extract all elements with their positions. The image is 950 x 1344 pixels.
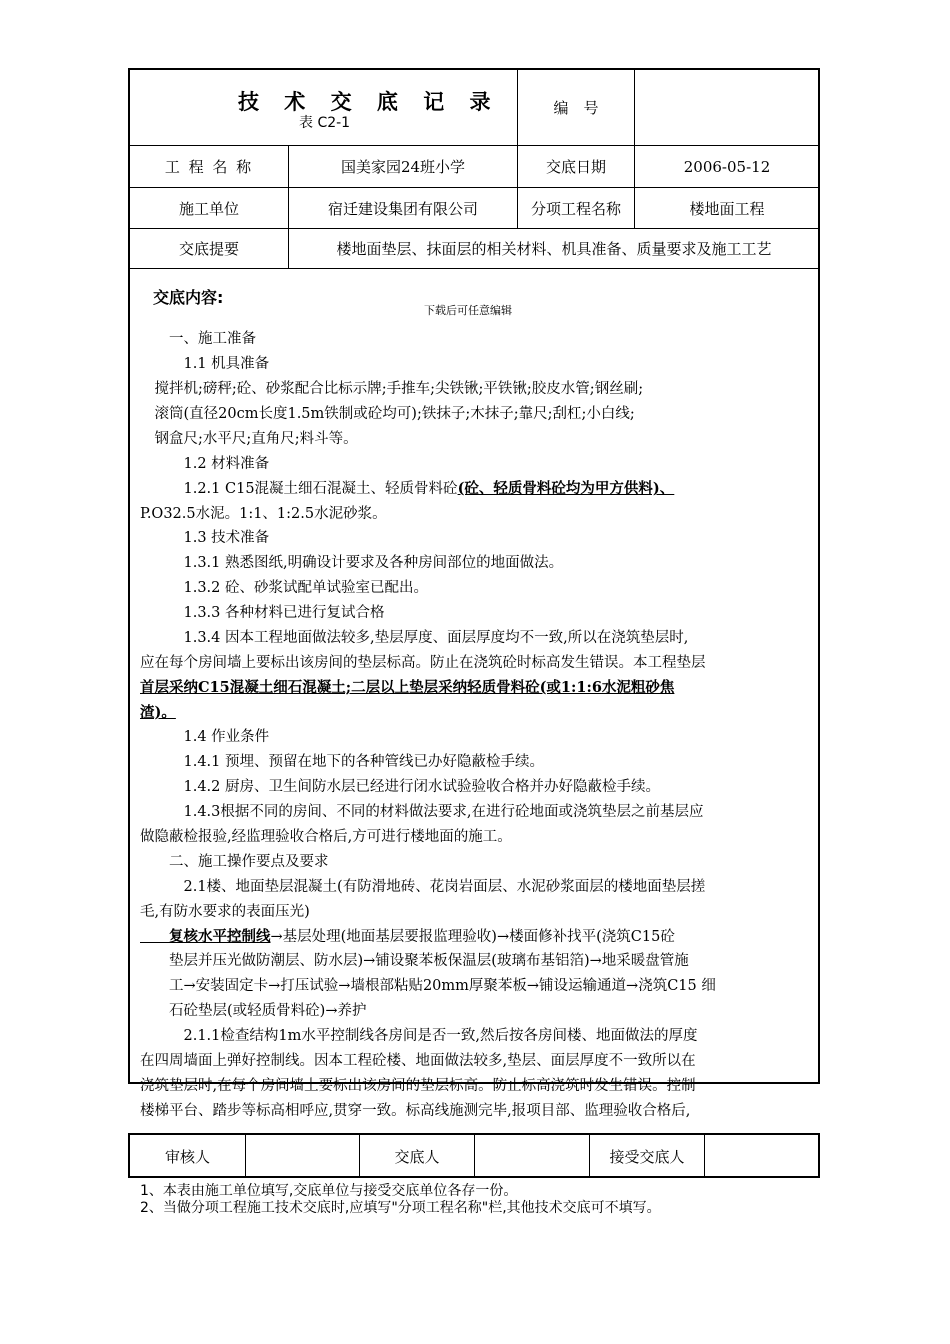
serial-value[interactable] — [635, 70, 819, 145]
content-line: 石砼垫层(或轻质骨料砼)→养护 — [140, 1003, 367, 1019]
reviewer-field[interactable] — [246, 1135, 359, 1177]
date-label: 交底日期 — [545, 158, 606, 176]
content-line: 1.3.2 砼、砂浆试配单试验室已配出。 — [140, 580, 429, 596]
form-code: 表 C2-1 — [299, 115, 351, 131]
content-line: 1.1 机具准备 — [140, 356, 270, 372]
content-line: 浇筑垫层时,在每个房间墙上要标出该房间的垫层标高。防止标高浇筑时发生错误。控制 — [140, 1078, 696, 1094]
footnote-2: 2、当做分项工程施工技术交底时,应填写"分项工程名称"栏,其他技术交底可不填写。 — [140, 1200, 661, 1216]
content-line: 滚筒(直径20cm长度1.5m铁制或砼均可);铁抹子;木抹子;靠尺;刮杠;小白线; — [140, 406, 635, 422]
content-line: 1.4.2 厨房、卫生间防水层已经进行闭水试验验收合格并办好隐蔽检手续。 — [140, 779, 661, 795]
content-line: P.O32.5水泥。1:1、1:2.5水泥砂浆。 — [140, 506, 387, 522]
summary-label: 交底提要 — [178, 240, 239, 258]
highlight-line: 首层采纳C15混凝土细石混凝土;二层以上垫层采纳轻质骨料砼(或1:1:6水泥粗砂焦 — [140, 679, 675, 696]
content-line: 钢盒尺;水平尺;直角尺;料斗等。 — [140, 431, 358, 447]
project-name-label: 工 程 名 称 — [164, 158, 254, 176]
content-line: 1.4 作业条件 — [140, 729, 270, 745]
highlight-text: (砼、轻质骨料砼均为甲方供料)、 — [457, 480, 675, 497]
content-line: 工→安装固定卡→打压试验→墙根部粘贴20mm厚聚苯板→铺设运输通道→浇筑C15 细 — [140, 978, 716, 994]
content-line: 做隐蔽检报验,经监理验收合格后,方可进行楼地面的施工。 — [140, 829, 512, 845]
content-label: 交底内容: — [153, 288, 224, 307]
content-line — [140, 927, 675, 947]
content-line: 1.3.4 因本工程地面做法较多,垫层厚度、面层厚度均不一致,所以在浇筑垫层时, — [140, 630, 689, 646]
content-line: 毛,有防水要求的表面压光) — [140, 904, 310, 920]
content-line: 1.3.3 各种材料已进行复试合格 — [140, 605, 385, 621]
discloser-label: 交底人 — [394, 1147, 440, 1166]
row-divider-4 — [129, 268, 819, 269]
content-line: 一、施工准备 — [140, 331, 256, 347]
highlight-line: 渣)。 — [140, 704, 176, 721]
receiver-label: 接受交底人 — [609, 1147, 685, 1166]
receiver-field[interactable] — [705, 1135, 818, 1177]
content-line: 在四周墙面上弹好控制线。因本工程砼楼、地面做法较多,垫层、面层厚度不一致所以在 — [140, 1053, 696, 1069]
content-text: →基层处理(地面基层要报监理验收)→楼面修补找平(浇筑C15砼 — [270, 929, 675, 945]
watermark-text: 下载后可任意编辑 — [424, 304, 512, 317]
content-line: 2.1.1检查结构1m水平控制线各房间是否一致,然后按各房间楼、地面做法的厚度 — [140, 1028, 698, 1044]
unit-label: 施工单位 — [178, 199, 239, 218]
footnote-1: 1、本表由施工单位填写,交底单位与接受交底单位各存一份。 — [140, 1183, 518, 1199]
content-line: 二、施工操作要点及要求 — [140, 854, 329, 870]
serial-label: 编 号 — [553, 99, 599, 117]
discloser-field[interactable] — [475, 1135, 589, 1177]
content-line: 垫层并压光做防潮层、防水层)→铺设聚苯板保温层(玻璃布基铝箔)→地采暖盘管施 — [140, 953, 689, 969]
unit-value[interactable]: 宿迁建设集团有限公司 — [327, 199, 478, 218]
content-line: 1.2 材料准备 — [140, 456, 270, 472]
date-value[interactable]: 2006-05-12 — [683, 157, 771, 176]
content-line: 楼梯平台、踏步等标高相呼应,贯穿一致。标高线施测完毕,报项目部、监理验收合格后, — [140, 1103, 691, 1119]
form-title: 技 术 交 底 记 录 — [238, 90, 500, 114]
content-line: 应在每个房间墙上要标出该房间的垫层标高。防止在浇筑砼时标高发生错误。本工程垫层 — [140, 655, 706, 671]
content-text: 1.2.1 C15混凝土细石混凝土、轻质骨料砼 — [140, 481, 458, 497]
content-line: 1.4.1 预埋、预留在地下的各种管线已办好隐蔽检手续。 — [140, 754, 545, 770]
content-line: 1.3 技术准备 — [140, 530, 270, 546]
content-line — [140, 479, 674, 499]
highlight-text: 复核水平控制线 — [140, 928, 271, 945]
subproject-label: 分项工程名称 — [530, 199, 621, 218]
content-line: 1.4.3根据不同的房间、不同的材料做法要求,在进行砼地面或浇筑垫层之前基层应 — [140, 804, 704, 820]
project-name-value[interactable]: 国美家园24班小学 — [340, 158, 466, 176]
content-line: 2.1楼、地面垫层混凝土(有防滑地砖、花岗岩面层、水泥砂浆面层的楼地面垫层搓 — [140, 879, 706, 895]
content-line: 1.3.1 熟悉图纸,明确设计要求及各种房间部位的地面做法。 — [140, 555, 564, 571]
content-line: 搅拌机;磅秤;砼、砂浆配合比标示牌;手推车;尖铁锹;平铁锹;胶皮水管;钢丝刷; — [140, 381, 644, 397]
summary-value[interactable]: 楼地面垫层、抹面层的相关材料、机具准备、质量要求及施工工艺 — [336, 240, 772, 258]
subproject-value[interactable]: 楼地面工程 — [689, 199, 765, 218]
reviewer-label: 审核人 — [164, 1147, 210, 1166]
